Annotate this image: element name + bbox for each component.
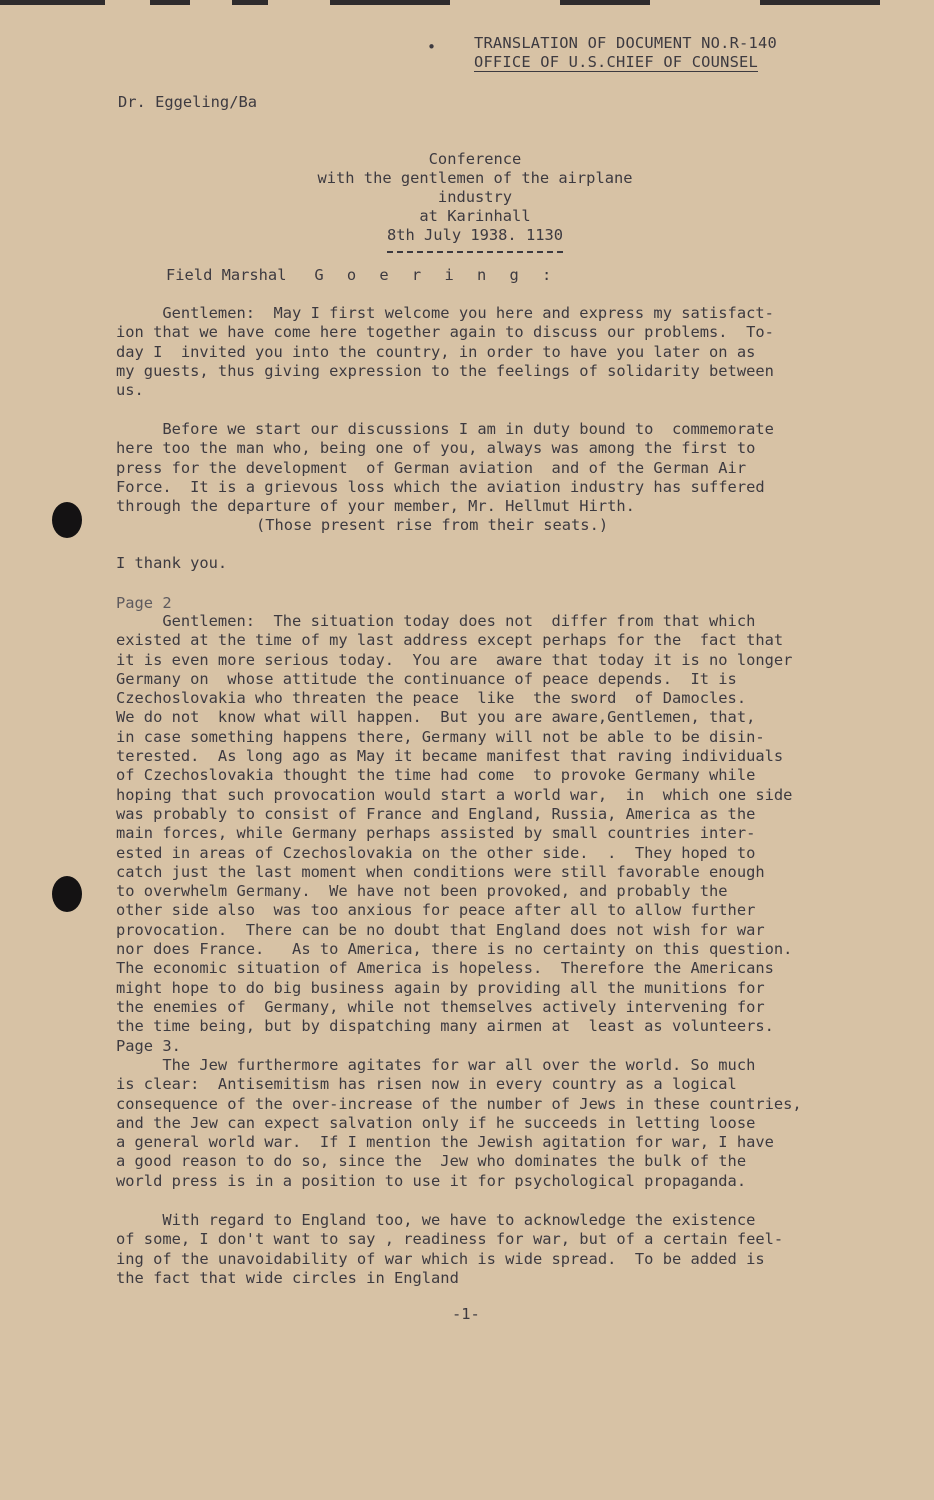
scan-edge-mark — [232, 0, 268, 5]
thanks-line: I thank you. — [116, 554, 228, 572]
document-title — [290, 150, 660, 253]
punch-hole-bottom — [52, 876, 82, 912]
paragraph-agitation: The Jew furthermore agitates for war all over the world. So much is clear: Antisemitism has risen now in every country as a logical consequence of the over-increase of the number of Jews in these countries, and the Jew can expect salvation only if he succeeds in letting loose a general world war. If I mention the Jewish agitation for war, I have a good reason to do so, since the Jew who dominates the bulk of the world press is in a position to use it for psychological propaganda. — [116, 1056, 802, 1190]
title-divider — [387, 251, 563, 253]
title-line-3: at Karinhall — [419, 207, 531, 225]
stage-direction: (Those present rise from their seats.) — [256, 516, 609, 534]
document-header — [474, 34, 777, 72]
scan-edge-mark — [330, 0, 450, 5]
scan-edge-mark — [150, 0, 190, 5]
punch-hole-top — [52, 502, 82, 538]
scan-edge-mark — [760, 0, 880, 5]
scan-edge-mark — [0, 0, 105, 5]
title-line-4: 8th July 1938. 1130 — [386, 226, 564, 244]
header-office: OFFICE OF U.S.CHIEF OF COUNSEL — [474, 53, 758, 71]
title-line-1: Conference — [428, 150, 522, 168]
speaker-name: G o e r i n g : — [314, 266, 559, 284]
paragraph-england: With regard to England too, we have to acknowledge the existence of some, I don't want to say , readiness for war, but of a certain feel- ing of the unavoidability of war which is wide spread. To be added is the fact that wide circles in England — [116, 1211, 784, 1287]
page-3-marker: Page 3. — [116, 1037, 181, 1055]
header-bullet: • — [427, 38, 437, 56]
scan-edge-mark — [560, 0, 650, 5]
speaker-line — [166, 266, 558, 284]
title-line-2: with the gentlemen of the airplane industry — [317, 169, 633, 206]
header-document-number: TRANSLATION OF DOCUMENT NO.R-140 — [474, 34, 777, 52]
paragraph-commemoration: Before we start our discussions I am in duty bound to commemorate here too the man who, being one of you, always was among the first to press for the development of German aviation and of the German Air Force. It is a grievous loss which the aviation industry has suffered through the departure of your member, Mr. Hellmut Hirth. — [116, 420, 774, 516]
reference-line: Dr. Eggeling/Ba — [118, 93, 257, 111]
paragraph-situation: Gentlemen: The situation today does not differ from that which existed at the time of my last address except perhaps for the fact that it is even more serious today. You are aware that today it is no longer Germany on whose attitude the continuance of peace depends. It is Czechoslovakia who threaten the peace like the sword of Damocles. We do not know what will happen. But you are aware,Gentlemen, that, in case something happens there, Germany will not be able to be disin- terested. As long ago as May it became manifest that raving individuals of Czechoslovakia thought the time had come to provoke Germany while hoping that such provocation would start a world war, in which one side was probably to consist of France and England, Russia, America as the main forces, while Germany perhaps assisted by small countries inter- ested in areas of Czechoslovakia on the other side. . They hoped to catch just the last moment when conditions were still favorable enough to overwhelm Germany. We have not been provoked, and probably the other side also was too anxious for peace after all to allow further provocation. There can be no doubt that England does not wish for war nor does France. As to America, there is no certainty on this question. The economic situation of America is hopeless. Therefore the Americans might hope to do big business again by providing all the munitions for the enemies of Germany, while not themselves actively intervening for the time being, but by dispatching many airmen at least as volunteers. — [116, 612, 793, 1036]
page-number: -1- — [452, 1305, 480, 1323]
paragraph-welcome: Gentlemen: May I first welcome you here and express my satisfact- ion that we have come here together again to discuss our problems. To- day I invited you into the country, in order to have you later on as my guests, thus giving expression to the feelings of solidarity between us. — [116, 304, 774, 400]
page-2-marker: Page 2 — [116, 594, 172, 612]
speaker-rank: Field Marshal — [166, 266, 287, 284]
